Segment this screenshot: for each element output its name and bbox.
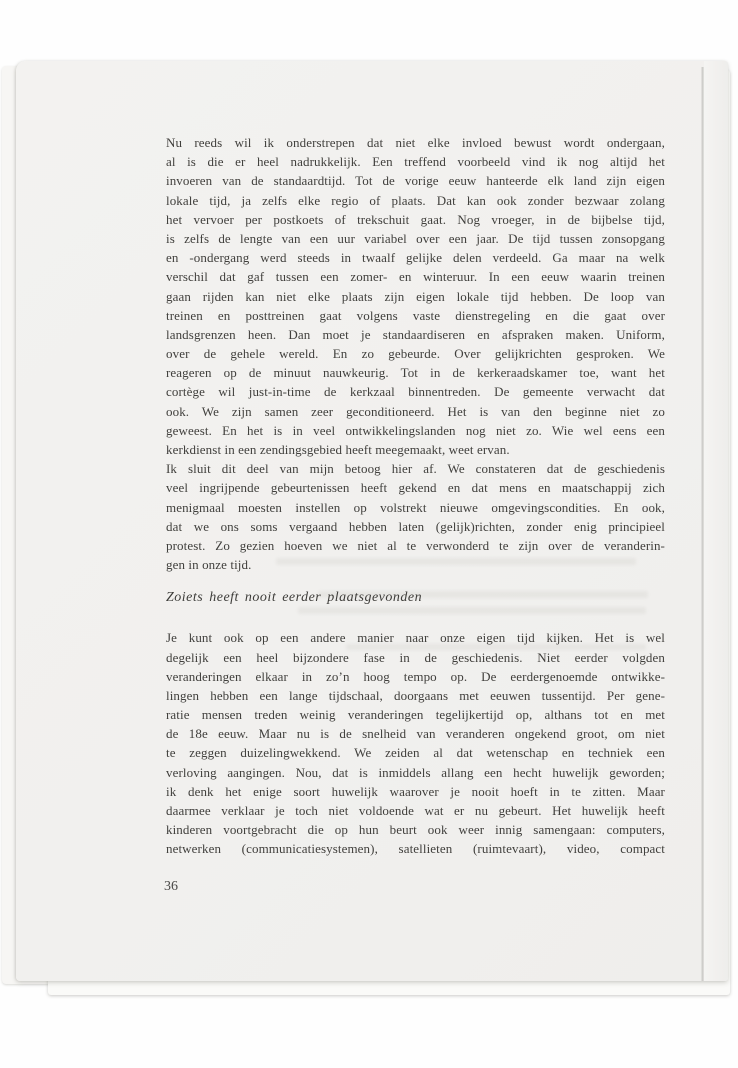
text-line: al is die er heel nadrukkelijk. Een treffend voorbeeld vind ik nog altijd het [166,154,665,170]
text-line: gen in onze tijd. [166,557,252,573]
text-line: daarmee verklaar je toch niet voldoende wat er nu gebeurt. Het huwelijk heeft [166,803,665,818]
section-heading: Zoiets heeft nooit eerder plaatsgevonden [166,590,423,606]
adjacent-page-edge [704,61,728,981]
page-crease-line [701,67,704,981]
text-line: Je kunt ook op een andere manier naar onze eigen tijd kijken. Het is wel [166,630,665,646]
text-line: het vervoer per postkoets of trekschuit gaat. Nog vroeger, in de bijbelse tijd, [166,211,665,227]
text-line: landsgrenzen heen. Dan moet je standaardiseren en afspraken maken. Uniform, [166,326,665,342]
text-line: over de gehele wereld. En zo gebeurde. Over gelijkrichten gesproken. We [166,346,665,362]
text-line: protest. Zo gezien hoeven we niet al te verwonderd te zijn over de veranderin- [166,537,665,553]
text-line: en -ondergang werd steeds in twaalf gelijke delen verdeeld. Ga maar na welk [166,250,665,266]
text-line: geweest. En het is in veel ontwikkelingslanden nog niet zo. Wie wel eens een [166,422,665,438]
text-line: de 18e eeuw. Maar nu is de snelheid van veranderen ongekend groot, om niet [166,726,665,742]
text-line: veel ingrijpende gebeurtenissen heeft gekend en dat mens en maatschappij zich [166,480,665,496]
text-line: lokale tijd, ja zelfs elke regio of plaats. Dat kan ook zonder bezwaar zolang [166,192,665,208]
paragraph-1 [166,133,665,459]
text-line: netwerken (communicatiesystemen), satellieten (ruimtevaart), video, compact [166,841,665,857]
text-line: kerkdienst in een zendingsgebied heeft meegemaakt, weet ervan. [166,442,510,457]
page-number: 36 [164,879,178,894]
page-text [166,133,665,859]
paragraph-2 [166,459,665,574]
text-line: ik denk het enige soort huwelijk waarover je nooit hoeft in te zitten. Maar [166,783,665,799]
text-line: kinderen voortgebracht die op hun beurt ook weer innig samengaan: computers, [166,822,665,838]
text-line: reageren op de minuut nauwkeurig. Tot in de kerkeraadskamer toe, want het [166,365,665,381]
text-line: is zelfs de lengte van een uur variabel over een jaar. De tijd tussen zonsopgang [166,230,665,246]
text-line: Nu reeds wil ik onderstrepen dat niet elke invloed bewust wordt ondergaan, [166,135,665,150]
text-line: veranderingen elkaar in zo’n hoog tempo op. De eerdergenoemde ontwikke- [166,668,665,684]
book-page [16,61,728,981]
text-line: ook. We zijn samen zeer geconditioneerd. Het is van den beginne niet zo [166,403,665,419]
text-line: dat we ons soms vergaand hebben laten (gelijk)richten, zonder enig principieel [166,518,665,534]
text-line: degelijk een heel bijzondere fase in de geschiedenis. Niet eerder volgden [166,649,665,665]
text-line: Ik sluit dit deel van mijn betoog hier af. We constateren dat de geschiedenis [166,461,665,477]
text-line: treinen en posttreinen gaat volgens vaste dienstregeling en die gaat over [166,307,665,323]
text-line: te zeggen duizelingwekkend. We zeiden al dat wetenschap en techniek een [166,745,665,761]
paragraph-3 [166,628,665,858]
text-line: ratie mensen treden weinig veranderingen tegelijkertijd op, althans tot en met [166,707,665,723]
text-line: verschil dat gaf tussen een zomer- en winteruur. In een eeuw waarin treinen [166,269,665,285]
text-line: cortège wil just-in-time de kerkzaal binnentreden. De gemeente verwacht dat [166,384,665,400]
text-line: verloving aangingen. Nou, dat is inmiddels allang een hecht huwelijk geworden; [166,764,665,780]
text-line: gaan rijden kan niet elke plaats zijn eigen lokale tijd hebben. De loop van [166,288,665,304]
text-line: invoeren van de standaardtijd. Tot de vorige eeuw hanteerde elk land zijn eigen [166,173,665,189]
text-line: lingen hebben een lange tijdschaal, doorgaans met eeuwen tussentijd. Per gene- [166,687,665,703]
text-line: menigmaal moesten instellen op volstrekt nieuwe omgevingscondities. En ook, [166,499,665,515]
